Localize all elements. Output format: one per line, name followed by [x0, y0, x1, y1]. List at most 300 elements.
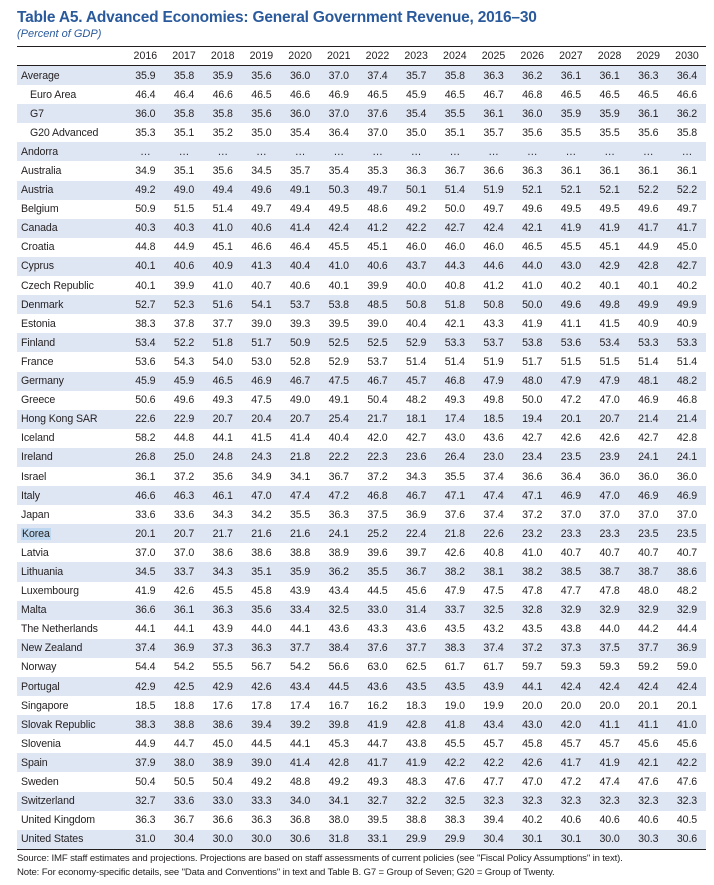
value-cell: 36.4 — [668, 66, 707, 86]
row-label: Andorra — [17, 142, 126, 161]
value-cell: 47.5 — [242, 391, 281, 410]
value-cell: 43.9 — [281, 582, 320, 601]
value-cell: 41.8 — [436, 715, 475, 734]
value-cell: 42.9 — [590, 257, 629, 276]
value-cell: 45.9 — [397, 85, 436, 104]
value-cell: 59.3 — [552, 658, 591, 677]
value-cell: 40.4 — [397, 314, 436, 333]
value-cell: 33.3 — [242, 792, 281, 811]
value-cell: 36.3 — [629, 66, 668, 86]
value-cell: 53.4 — [590, 333, 629, 352]
table-row — [17, 410, 706, 429]
value-cell: 34.0 — [281, 792, 320, 811]
value-cell: 51.5 — [165, 200, 204, 219]
value-cell: 49.7 — [242, 200, 281, 219]
row-label: Denmark — [17, 295, 126, 314]
table-row — [17, 238, 706, 257]
value-cell: 53.7 — [281, 295, 320, 314]
value-cell: 52.3 — [165, 295, 204, 314]
value-cell: 47.6 — [668, 772, 707, 791]
value-cell: 24.1 — [319, 524, 358, 543]
value-cell: 45.6 — [629, 734, 668, 753]
value-cell: 37.0 — [126, 543, 165, 562]
value-cell: 36.6 — [474, 161, 513, 180]
value-cell: 46.9 — [629, 486, 668, 505]
value-cell: 18.1 — [397, 410, 436, 429]
value-cell: 34.5 — [126, 562, 165, 581]
value-cell: 32.5 — [319, 601, 358, 620]
value-cell: 37.4 — [358, 66, 397, 86]
value-cell: 21.4 — [668, 410, 707, 429]
value-cell: 24.8 — [203, 448, 242, 467]
value-cell: 32.5 — [474, 601, 513, 620]
value-cell: 35.8 — [668, 123, 707, 142]
value-cell: 45.6 — [668, 734, 707, 753]
value-cell: 40.7 — [668, 543, 707, 562]
table-row — [17, 772, 706, 791]
value-cell: 40.7 — [552, 543, 591, 562]
value-cell: 16.2 — [358, 696, 397, 715]
value-cell: 36.3 — [474, 66, 513, 86]
value-cell: 50.4 — [203, 772, 242, 791]
value-cell: 53.4 — [126, 333, 165, 352]
value-cell: 49.9 — [629, 295, 668, 314]
value-cell: 44.8 — [165, 429, 204, 448]
table-row — [17, 448, 706, 467]
value-cell: 44.7 — [358, 734, 397, 753]
value-cell: 44.9 — [126, 734, 165, 753]
value-cell: 51.8 — [203, 333, 242, 352]
table-row — [17, 257, 706, 276]
row-label: Canada — [17, 219, 126, 238]
value-cell: 41.0 — [513, 543, 552, 562]
value-cell: 35.9 — [590, 104, 629, 123]
value-cell: 35.9 — [126, 66, 165, 86]
value-cell: 35.3 — [358, 161, 397, 180]
value-cell: 36.9 — [668, 639, 707, 658]
value-cell: 51.8 — [436, 295, 475, 314]
value-cell: 35.4 — [319, 161, 358, 180]
value-cell: 42.4 — [319, 219, 358, 238]
value-cell: 37.5 — [590, 639, 629, 658]
value-cell: 33.6 — [126, 505, 165, 524]
value-cell: 46.9 — [668, 486, 707, 505]
value-cell: 51.4 — [397, 352, 436, 371]
value-cell: 43.0 — [436, 429, 475, 448]
value-cell: 41.0 — [513, 276, 552, 295]
value-cell: 35.9 — [552, 104, 591, 123]
value-cell: 53.3 — [436, 333, 475, 352]
value-cell: 54.2 — [165, 658, 204, 677]
value-cell: 17.4 — [436, 410, 475, 429]
value-cell: 25.0 — [165, 448, 204, 467]
value-cell: 49.1 — [319, 391, 358, 410]
value-cell: 37.7 — [397, 639, 436, 658]
value-cell: 35.5 — [436, 467, 475, 486]
value-cell: 48.2 — [397, 391, 436, 410]
value-cell: 29.9 — [436, 830, 475, 850]
value-cell: 23.3 — [590, 524, 629, 543]
value-cell: 25.4 — [319, 410, 358, 429]
value-cell: 38.0 — [319, 811, 358, 830]
year-header: 2026 — [513, 47, 552, 66]
value-cell: 35.0 — [242, 123, 281, 142]
value-cell: 39.4 — [474, 811, 513, 830]
table-row — [17, 467, 706, 486]
value-cell: 23.5 — [668, 524, 707, 543]
row-label: Cyprus — [17, 257, 126, 276]
value-cell: 35.8 — [436, 66, 475, 86]
value-cell: 46.4 — [165, 85, 204, 104]
value-cell: 50.8 — [397, 295, 436, 314]
year-header: 2019 — [242, 47, 281, 66]
value-cell: 44.2 — [629, 620, 668, 639]
value-cell: 35.8 — [165, 66, 204, 86]
value-cell: 43.5 — [513, 620, 552, 639]
row-label — [17, 524, 126, 543]
value-cell: 41.2 — [358, 219, 397, 238]
value-cell: 36.3 — [242, 811, 281, 830]
value-cell: 23.3 — [552, 524, 591, 543]
value-cell: 41.1 — [552, 314, 591, 333]
value-cell: 38.8 — [397, 811, 436, 830]
value-cell: 41.9 — [397, 753, 436, 772]
value-cell: 35.1 — [165, 123, 204, 142]
value-cell: 39.5 — [358, 811, 397, 830]
value-cell: 53.8 — [513, 333, 552, 352]
value-cell: 37.3 — [203, 639, 242, 658]
value-cell: … — [242, 142, 281, 161]
value-cell: 37.6 — [358, 639, 397, 658]
value-cell: 21.4 — [629, 410, 668, 429]
row-label: Slovak Republic — [17, 715, 126, 734]
value-cell: 32.7 — [358, 792, 397, 811]
value-cell: 35.6 — [629, 123, 668, 142]
value-cell: 59.0 — [668, 658, 707, 677]
value-cell: 49.2 — [126, 181, 165, 200]
row-label: The Netherlands — [17, 620, 126, 639]
value-cell: 40.4 — [319, 429, 358, 448]
value-cell: 32.9 — [629, 601, 668, 620]
table-row — [17, 429, 706, 448]
value-cell: 43.6 — [319, 620, 358, 639]
value-cell: 52.1 — [513, 181, 552, 200]
value-cell: 40.2 — [552, 276, 591, 295]
value-cell: 49.3 — [203, 391, 242, 410]
value-cell: 49.6 — [629, 200, 668, 219]
value-cell: 39.5 — [319, 314, 358, 333]
value-cell: 30.0 — [590, 830, 629, 850]
row-label: Sweden — [17, 772, 126, 791]
value-cell: 37.8 — [165, 314, 204, 333]
value-cell: 50.0 — [513, 391, 552, 410]
value-cell: 49.6 — [165, 391, 204, 410]
value-cell: 44.5 — [242, 734, 281, 753]
value-cell: 36.6 — [126, 601, 165, 620]
value-cell: 39.6 — [358, 543, 397, 562]
value-cell: 41.0 — [668, 715, 707, 734]
value-cell: 51.4 — [668, 352, 707, 371]
value-cell: 36.0 — [281, 104, 320, 123]
row-label: New Zealand — [17, 639, 126, 658]
value-cell: 41.9 — [590, 753, 629, 772]
value-cell: 40.6 — [629, 811, 668, 830]
value-cell: 41.0 — [203, 276, 242, 295]
value-cell: 42.8 — [397, 715, 436, 734]
value-cell: 42.4 — [552, 677, 591, 696]
value-cell: 40.2 — [513, 811, 552, 830]
value-cell: 53.0 — [242, 352, 281, 371]
value-cell: 22.9 — [165, 410, 204, 429]
value-cell: 47.7 — [552, 582, 591, 601]
value-cell: 36.7 — [436, 161, 475, 180]
value-cell: 22.6 — [474, 524, 513, 543]
table-row — [17, 161, 706, 180]
value-cell: 46.7 — [281, 372, 320, 391]
value-cell: 46.6 — [203, 85, 242, 104]
value-cell: 45.6 — [397, 582, 436, 601]
value-cell: 17.8 — [242, 696, 281, 715]
value-cell: 42.1 — [513, 219, 552, 238]
value-cell: 35.1 — [242, 562, 281, 581]
value-cell: 37.2 — [165, 467, 204, 486]
value-cell: 51.4 — [629, 352, 668, 371]
value-cell: 37.2 — [513, 505, 552, 524]
value-cell: 51.5 — [552, 352, 591, 371]
value-cell: 33.4 — [281, 601, 320, 620]
value-cell: 49.4 — [281, 200, 320, 219]
value-cell: 46.9 — [629, 391, 668, 410]
value-cell: 44.0 — [242, 620, 281, 639]
value-cell: 40.6 — [552, 811, 591, 830]
value-cell: 47.9 — [590, 372, 629, 391]
value-cell: 42.8 — [319, 753, 358, 772]
value-cell: 54.0 — [203, 352, 242, 371]
value-cell: 21.8 — [281, 448, 320, 467]
value-cell: 48.3 — [397, 772, 436, 791]
value-cell: 32.3 — [474, 792, 513, 811]
value-cell: 49.2 — [397, 200, 436, 219]
value-cell: 21.6 — [242, 524, 281, 543]
header-label-cell — [17, 47, 126, 66]
value-cell: 47.0 — [590, 391, 629, 410]
value-cell: 35.6 — [242, 601, 281, 620]
value-cell: 35.0 — [397, 123, 436, 142]
value-cell: 46.5 — [436, 85, 475, 104]
value-cell: 47.4 — [590, 772, 629, 791]
value-cell: 39.4 — [242, 715, 281, 734]
value-cell: 43.2 — [474, 620, 513, 639]
value-cell: 41.9 — [513, 314, 552, 333]
value-cell: 50.6 — [126, 391, 165, 410]
value-cell: 46.9 — [242, 372, 281, 391]
value-cell: 51.7 — [242, 333, 281, 352]
value-cell: 50.9 — [281, 333, 320, 352]
value-cell: 49.4 — [203, 181, 242, 200]
value-cell: 43.4 — [474, 715, 513, 734]
value-cell: 41.7 — [629, 219, 668, 238]
value-cell: 21.7 — [358, 410, 397, 429]
value-cell: 36.3 — [397, 161, 436, 180]
value-cell: 45.5 — [319, 238, 358, 257]
value-cell: 55.5 — [203, 658, 242, 677]
value-cell: 45.5 — [203, 582, 242, 601]
header-row — [17, 47, 706, 66]
value-cell: … — [358, 142, 397, 161]
value-cell: … — [513, 142, 552, 161]
table-row — [17, 715, 706, 734]
table-row — [17, 352, 706, 371]
row-label: Belgium — [17, 200, 126, 219]
value-cell: 30.1 — [552, 830, 591, 850]
value-cell: 36.1 — [590, 161, 629, 180]
value-cell: 20.1 — [126, 524, 165, 543]
value-cell: 51.9 — [474, 352, 513, 371]
value-cell: 42.1 — [436, 314, 475, 333]
value-cell: 41.4 — [281, 753, 320, 772]
value-cell: 33.0 — [358, 601, 397, 620]
value-cell: 38.6 — [242, 543, 281, 562]
row-label: United States — [17, 830, 126, 850]
year-header: 2020 — [281, 47, 320, 66]
value-cell: … — [281, 142, 320, 161]
value-cell: 38.7 — [629, 562, 668, 581]
value-cell: 40.1 — [319, 276, 358, 295]
value-cell: 42.9 — [126, 677, 165, 696]
value-cell: 38.6 — [203, 543, 242, 562]
row-label: Hong Kong SAR — [17, 410, 126, 429]
value-cell: 41.5 — [590, 314, 629, 333]
table-row — [17, 295, 706, 314]
value-cell: 45.7 — [590, 734, 629, 753]
value-cell: 38.3 — [436, 639, 475, 658]
value-cell: 43.3 — [474, 314, 513, 333]
value-cell: … — [668, 142, 707, 161]
value-cell: 42.6 — [552, 429, 591, 448]
value-cell: 29.9 — [397, 830, 436, 850]
value-cell: 35.7 — [397, 66, 436, 86]
value-cell: 49.3 — [436, 391, 475, 410]
value-cell: 41.5 — [242, 429, 281, 448]
value-cell: 42.0 — [358, 429, 397, 448]
row-label: Finland — [17, 333, 126, 352]
value-cell: 30.6 — [668, 830, 707, 850]
value-cell: 43.3 — [358, 620, 397, 639]
value-cell: 37.4 — [474, 467, 513, 486]
table-row — [17, 85, 706, 104]
value-cell: 37.0 — [629, 505, 668, 524]
value-cell: 23.5 — [629, 524, 668, 543]
value-cell: 44.7 — [165, 734, 204, 753]
value-cell: 39.0 — [242, 314, 281, 333]
value-cell: 21.8 — [436, 524, 475, 543]
value-cell: 38.9 — [203, 753, 242, 772]
value-cell: 53.6 — [552, 333, 591, 352]
value-cell: 42.4 — [474, 219, 513, 238]
value-cell: 35.9 — [281, 562, 320, 581]
value-cell: 42.8 — [668, 429, 707, 448]
table-row — [17, 677, 706, 696]
value-cell: 35.9 — [203, 66, 242, 86]
value-cell: 35.4 — [397, 104, 436, 123]
value-cell: 56.6 — [319, 658, 358, 677]
value-cell: 42.9 — [203, 677, 242, 696]
row-label: France — [17, 352, 126, 371]
value-cell: 43.6 — [358, 677, 397, 696]
value-cell: 34.3 — [203, 562, 242, 581]
row-label: Norway — [17, 658, 126, 677]
value-cell: 47.6 — [436, 772, 475, 791]
value-cell: 41.7 — [358, 753, 397, 772]
value-cell: 44.1 — [513, 677, 552, 696]
value-cell: 35.1 — [165, 161, 204, 180]
value-cell: 38.3 — [126, 314, 165, 333]
value-cell: 46.8 — [358, 486, 397, 505]
value-cell: 32.9 — [590, 601, 629, 620]
value-cell: 49.0 — [281, 391, 320, 410]
value-cell: 51.6 — [203, 295, 242, 314]
value-cell: 34.9 — [242, 467, 281, 486]
value-cell: 53.3 — [668, 333, 707, 352]
value-cell: 40.8 — [436, 276, 475, 295]
value-cell: 41.0 — [203, 219, 242, 238]
value-cell: 25.2 — [358, 524, 397, 543]
value-cell: 47.0 — [513, 772, 552, 791]
value-cell: 40.1 — [126, 257, 165, 276]
value-cell: 42.7 — [397, 429, 436, 448]
value-cell: 41.4 — [281, 429, 320, 448]
value-cell: 54.3 — [165, 352, 204, 371]
value-cell: 49.6 — [242, 181, 281, 200]
value-cell: 32.3 — [552, 792, 591, 811]
value-cell: 48.6 — [358, 200, 397, 219]
row-label: G20 Advanced — [17, 123, 126, 142]
value-cell: 50.0 — [513, 295, 552, 314]
value-cell: 35.6 — [242, 104, 281, 123]
value-cell: 32.3 — [629, 792, 668, 811]
value-cell: 33.1 — [358, 830, 397, 850]
value-cell: 49.6 — [513, 200, 552, 219]
row-label: Estonia — [17, 314, 126, 333]
value-cell: 40.6 — [590, 811, 629, 830]
value-cell: 18.8 — [165, 696, 204, 715]
value-cell: 49.8 — [590, 295, 629, 314]
value-cell: … — [552, 142, 591, 161]
value-cell: 37.0 — [668, 505, 707, 524]
value-cell: 36.6 — [513, 467, 552, 486]
table-body — [17, 66, 706, 850]
value-cell: 46.4 — [281, 238, 320, 257]
value-cell: 23.6 — [397, 448, 436, 467]
value-cell: 24.1 — [629, 448, 668, 467]
value-cell: 32.9 — [668, 601, 707, 620]
value-cell: 46.6 — [281, 85, 320, 104]
value-cell: 46.8 — [436, 372, 475, 391]
value-cell: 23.9 — [590, 448, 629, 467]
table-row — [17, 562, 706, 581]
table-row — [17, 219, 706, 238]
value-cell: 45.9 — [126, 372, 165, 391]
value-cell: 38.6 — [668, 562, 707, 581]
value-cell: 18.5 — [126, 696, 165, 715]
value-cell: 37.0 — [165, 543, 204, 562]
value-cell: … — [165, 142, 204, 161]
value-cell: 38.3 — [436, 811, 475, 830]
value-cell: 20.7 — [590, 410, 629, 429]
value-cell: 46.8 — [668, 391, 707, 410]
value-cell: 37.0 — [590, 505, 629, 524]
value-cell: 38.2 — [513, 562, 552, 581]
